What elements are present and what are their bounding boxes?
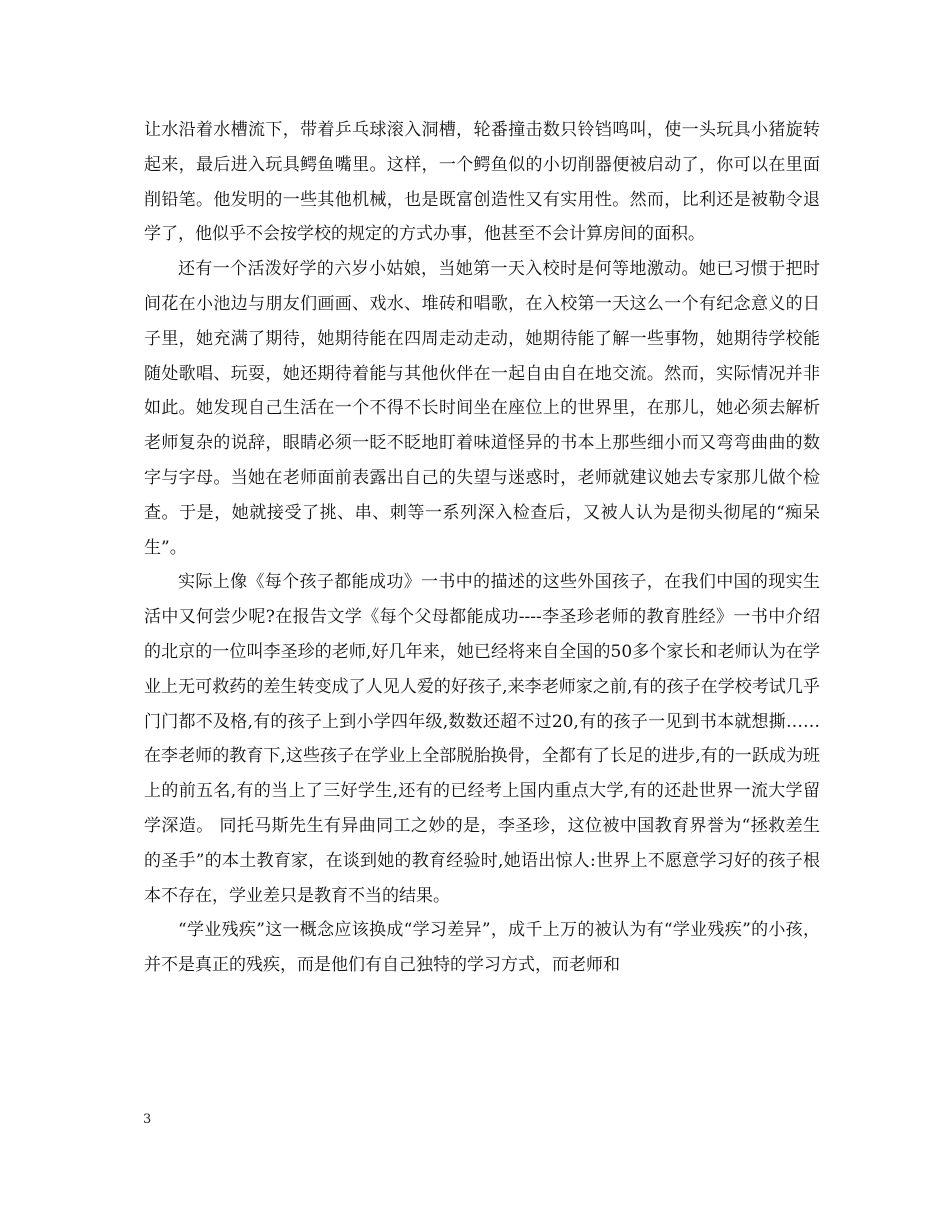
paragraph-4: “学业残疾”这一概念应该换成“学习差异”，成千上万的被认为有“学业残疾”的小孩，并不是真正的残疾，而是他们有自己独特的学习方式，而老师和 bbox=[144, 920, 820, 976]
paragraph-3: 实际上像《每个孩子都能成功》一书中的描述的这些外国孩子，在我们中国的现实生活中又何尝少呢?在报告文学《每个父母都能成功----李圣珍老师的教育胜经》一书中介绍的北京的一位叫李圣珍的老师,好几年来，她已经将来自全国的50多个家长和老师认为在学业上无可救药的差生转变成了人见人爱的好孩子,来李老师家之前,有的孩子在学校考试几乎门门都不及格,有的孩子上到小学四年级,数数还超不过20,有的孩子一见到书本就想撕……在李老师的教育下,这些孩子在学业上全部脱胎换骨，全都有了长足的进步,有的一跃成为班上的前五名,有的当上了三好学生,还有的已经考上国内重点大学,有的还赴世界一流大学留学深造。 同托马斯先生有异曲同工之妙的是，李圣珍，这位被中国教育界誉为“拯救差生的圣手”的本土教育家，在谈到她的教育经验时,她语出惊人:世界上不愿意学习好的孩子根本不存在，学业差只是教育不当的结果。 bbox=[144, 572, 820, 906]
body-text bbox=[144, 113, 820, 983]
paragraph-1: 让水沿着水槽流下，带着乒乓球滚入洞槽，轮番撞击数只铃铛鸣叫，使一头玩具小猪旋转起来，最后进入玩具鳄鱼嘴里。这样，一个鳄鱼似的小切削器便被启动了，你可以在里面削铅笔。他发明的一些其他机械，也是既富创造性又有实用性。然而，比利还是被勒令退学了，他似乎不会按学校的规定的方式办事，他甚至不会计算房间的面积。 bbox=[144, 120, 820, 245]
paragraph-2: 还有一个活泼好学的六岁小姑娘，当她第一天入校时是何等地激动。她已习惯于把时间花在小池边与朋友们画画、戏水、堆砖和唱歌，在入校第一天这么一个有纪念意义的日子里，她充满了期待，她期待能在四周走动走动，她期待能了解一些事物，她期待学校能随处歌唱、玩耍，她还期待着能与其他伙伴在一起自由自在地交流。然而，实际情况并非如此。她发现自己生活在一个不得不长时间坐在座位上的世界里，在那儿，她必须去解析老师复杂的说辞，眼睛必须一眨不眨地盯着味道怪异的书本上那些细小而又弯弯曲曲的数字与字母。当她在老师面前表露出自己的失望与迷惑时，老师就建议她去专家那儿做个检查。于是，她就接受了挑、串、刺等一系列深入检查后，又被人认为是彻头彻尾的“痴呆生”。 bbox=[144, 259, 820, 558]
page-number: 3 bbox=[143, 1112, 152, 1127]
